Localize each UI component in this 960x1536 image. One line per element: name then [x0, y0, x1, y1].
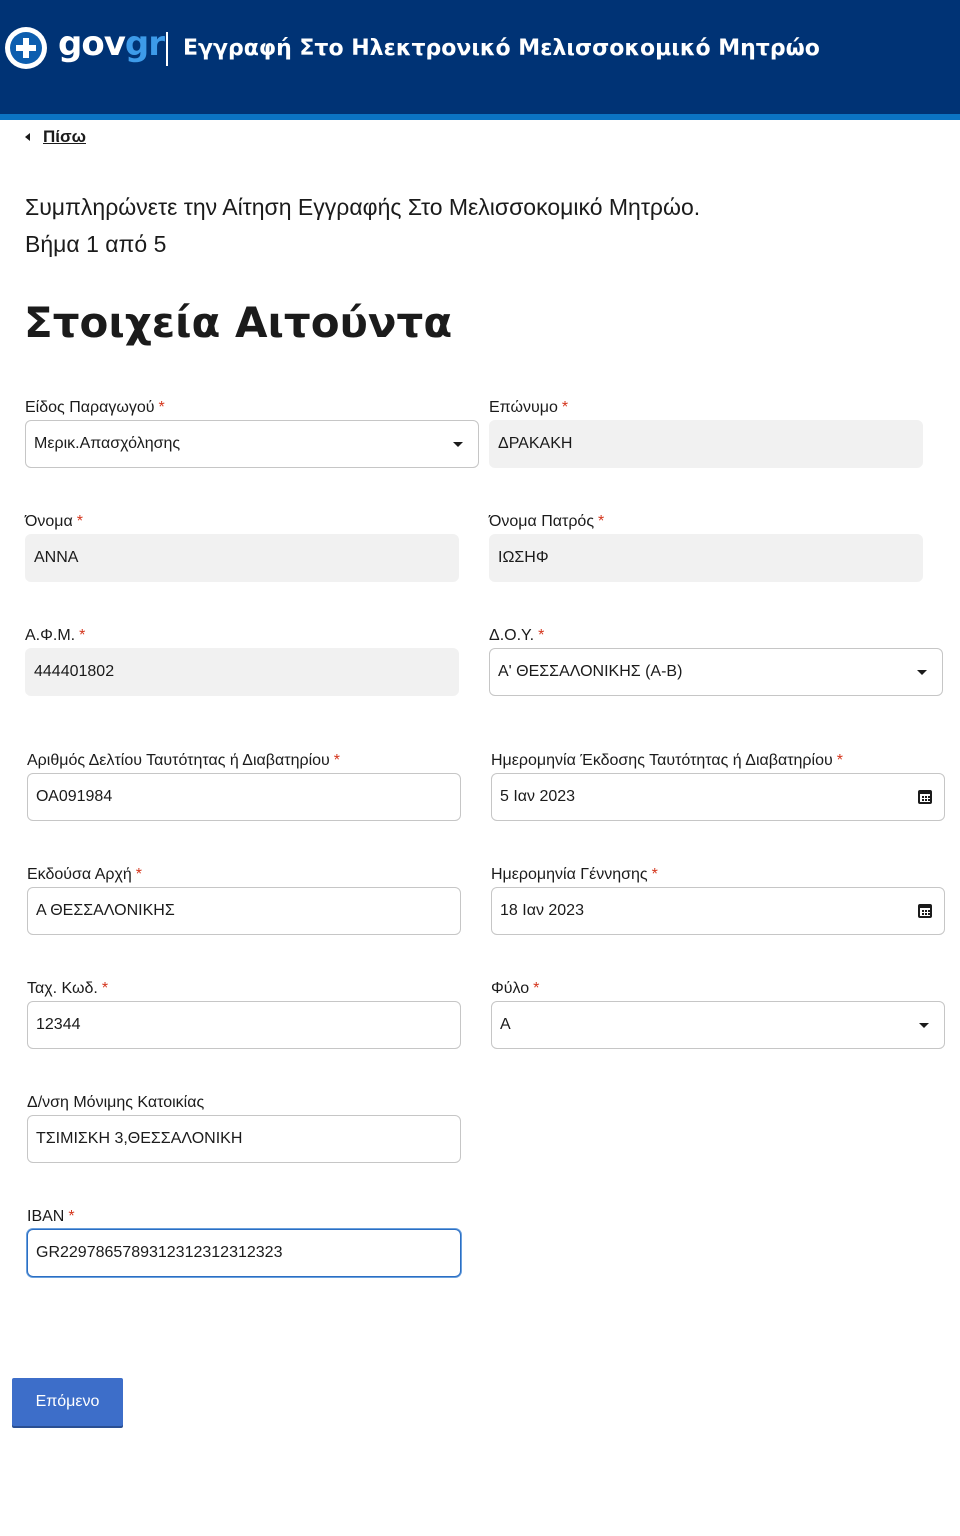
postal-code-input[interactable]: 12344: [27, 1001, 461, 1049]
first-name-input[interactable]: ΑΝΝΑ: [25, 534, 459, 582]
field-label: Όνομα *: [25, 513, 83, 530]
step-indicator: Βήμα 1 από 5: [25, 231, 167, 257]
site-header: [0, 0, 960, 114]
field-label: Φύλο *: [491, 980, 540, 997]
id-number-input[interactable]: ΟΑ091984: [27, 773, 461, 821]
calendar-icon[interactable]: [918, 790, 932, 804]
afm-field: [25, 626, 459, 696]
chevron-down-icon: [453, 442, 463, 447]
required-mark: *: [68, 1208, 75, 1225]
first-name-field: [25, 512, 459, 582]
field-label: IBAN *: [27, 1208, 75, 1225]
birth-date-input[interactable]: 18 Ιαν 2023: [491, 887, 945, 935]
field-label: Δ.Ο.Υ. *: [489, 627, 545, 644]
required-mark: *: [101, 980, 109, 997]
surname-input[interactable]: ΔΡΑΚΑΚΗ: [489, 420, 923, 468]
issuing-authority-input[interactable]: Α ΘΕΣΣΑΛΟΝΙΚΗΣ: [27, 887, 461, 935]
field-label: Δ/νση Μόνιμης Κατοικίας: [27, 1094, 205, 1111]
required-mark: *: [651, 866, 658, 883]
id-number-field: [27, 751, 461, 821]
issuing-authority-field: [27, 865, 461, 935]
field-label: Ημερομηνία Γέννησης *: [491, 866, 658, 883]
required-mark: *: [135, 866, 143, 883]
required-mark: *: [598, 513, 605, 530]
header-divider: [166, 32, 168, 66]
service-title: Εγγραφή Στο Ηλεκτρονικό Μελισσοκομικό Μητρώο: [183, 36, 820, 61]
id-issue-date-field: [491, 751, 945, 821]
doy-select[interactable]: Α' ΘΕΣΣΑΛΟΝΙΚΗΣ (Α-Β): [489, 648, 943, 696]
field-label: Είδος Παραγωγού *: [25, 399, 165, 416]
afm-input[interactable]: 444401802: [25, 648, 459, 696]
page-title: Στοιχεία Αιτούντα: [24, 298, 453, 347]
address-input[interactable]: ΤΣΙΜΙΣΚΗ 3,ΘΕΣΣΑΛΟΝΙΚΗ: [27, 1115, 461, 1163]
required-mark: *: [561, 399, 569, 416]
back-link-label: Πίσω: [43, 127, 86, 146]
required-mark: *: [836, 752, 843, 769]
back-link[interactable]: [25, 126, 86, 148]
field-label: Εκδούσα Αρχή *: [27, 866, 143, 883]
surname-field: [489, 398, 923, 468]
father-name-input[interactable]: ΙΩΣΗΦ: [489, 534, 923, 582]
required-mark: *: [333, 752, 341, 769]
govgr-logo[interactable]: govgr: [58, 24, 164, 64]
required-mark: *: [158, 399, 165, 416]
next-button[interactable]: Επόμενο: [12, 1378, 123, 1426]
field-label: Ταχ. Κωδ. *: [27, 980, 109, 997]
intro-instruction: Συμπληρώνετε την Αίτηση Εγγραφής Στο Μελισσοκομικό Μητρώο.: [25, 194, 701, 220]
iban-input[interactable]: GR2297865789312312312312323: [27, 1229, 461, 1277]
required-mark: *: [538, 627, 545, 644]
doy-field: [489, 626, 943, 696]
greek-emblem-icon: [5, 27, 47, 69]
chevron-down-icon: [917, 670, 927, 675]
field-label: Α.Φ.Μ. *: [25, 627, 86, 644]
intro-text: [25, 189, 700, 263]
chevron-left-icon: [25, 133, 30, 141]
chevron-down-icon: [919, 1023, 929, 1028]
required-mark: *: [76, 513, 83, 530]
gender-select[interactable]: Α: [491, 1001, 945, 1049]
field-label: Αριθμός Δελτίου Ταυτότητας ή Διαβατηρίου *: [27, 752, 341, 769]
father-name-field: [489, 512, 923, 582]
gender-field: [491, 979, 945, 1049]
address-field: [27, 1093, 461, 1163]
calendar-icon[interactable]: [918, 904, 932, 918]
producer-type-field: [25, 398, 479, 468]
header-stripe: [0, 114, 960, 120]
field-label: Ημερομηνία Έκδοσης Ταυτότητας ή Διαβατηρίου *: [491, 752, 843, 769]
id-issue-date-input[interactable]: 5 Ιαν 2023: [491, 773, 945, 821]
field-label: Επώνυμο *: [489, 399, 569, 416]
required-mark: *: [533, 980, 540, 997]
postal-code-field: [27, 979, 461, 1049]
field-label: Όνομα Πατρός *: [489, 513, 605, 530]
iban-field: [27, 1207, 461, 1277]
required-mark: *: [79, 627, 86, 644]
birth-date-field: [491, 865, 945, 935]
producer-type-select[interactable]: Μερικ.Απασχόλησης: [25, 420, 479, 468]
